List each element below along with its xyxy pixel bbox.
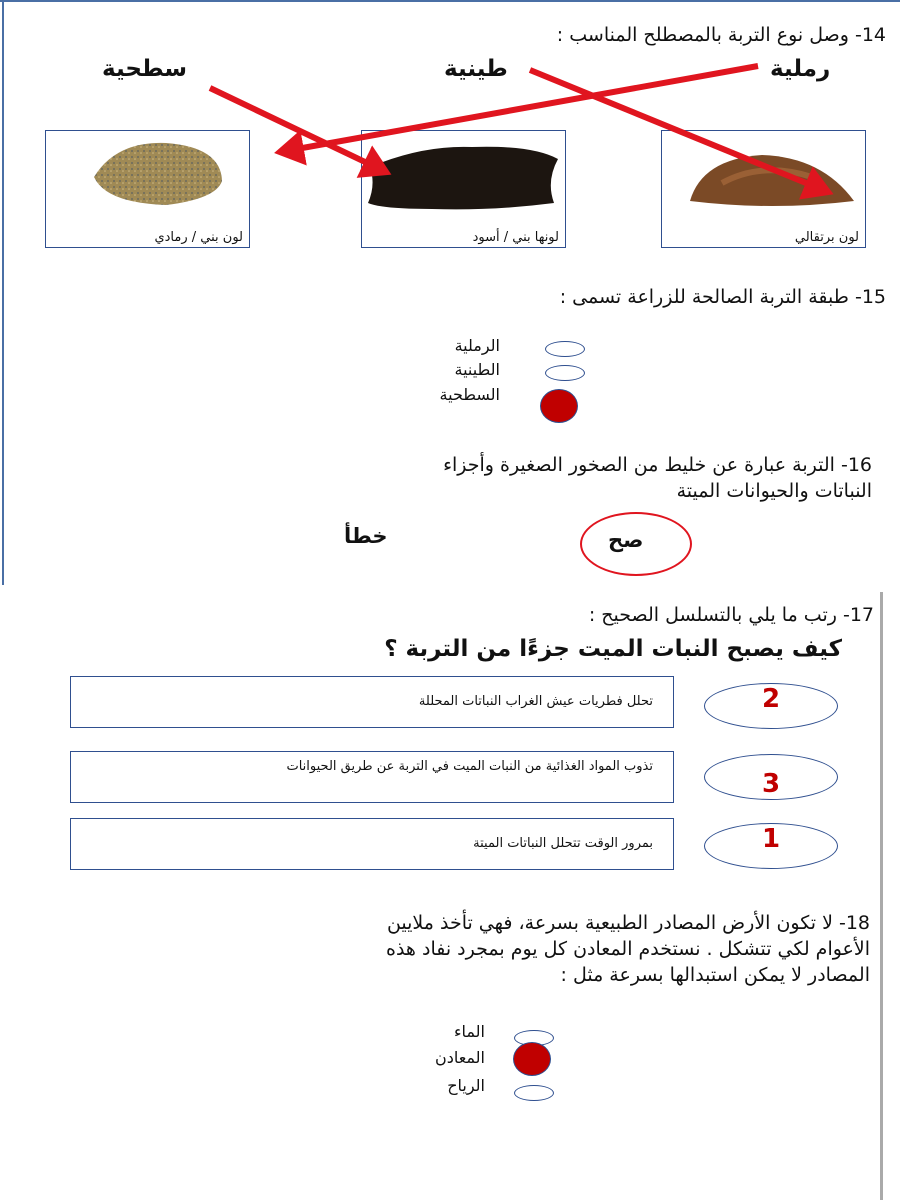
term-surface: سطحية: [102, 56, 187, 82]
term-clay: طينية: [444, 56, 508, 82]
arrow-sandy-to-grey: [280, 66, 758, 152]
right-border: [880, 592, 883, 1200]
q15-radio-surface-selected[interactable]: [540, 389, 578, 423]
q16-line2: النباتات والحيوانات الميتة: [676, 480, 872, 502]
q18-option-label: الرياح: [447, 1076, 485, 1095]
q18-line2: الأعوام لكي تتشكل . نستخدم المعادن كل يوم بمجرد نفاد هذه: [386, 938, 870, 960]
arrow-clay-to-orange: [530, 70, 828, 192]
matching-arrows: [0, 0, 900, 260]
q17-subtitle: كيف يصبح النبات الميت جزءًا من التربة ؟: [384, 636, 842, 662]
q15-option-label: السطحية: [439, 385, 500, 404]
true-option[interactable]: صح: [608, 528, 644, 552]
q16-line1: 16- التربة عبارة عن خليط من الصخور الصغيرة وأجزاء: [443, 454, 872, 476]
order-number: 3: [762, 769, 781, 799]
q18-radio-minerals-selected[interactable]: [513, 1042, 551, 1076]
q15-radio-clay[interactable]: [545, 365, 585, 381]
term-sandy: رملية: [770, 56, 831, 82]
card-caption: لون بني / رمادي: [154, 230, 243, 245]
q18-option-label: الماء: [454, 1022, 485, 1041]
order-number: 1: [762, 824, 781, 854]
q15-option-label: الرملية: [454, 336, 500, 355]
q18-option-label: المعادن: [434, 1048, 485, 1067]
q17-question: 17- رتب ما يلي بالتسلسل الصحيح :: [588, 604, 874, 626]
q18-line1: 18- لا تكون الأرض المصادر الطبيعية بسرعة، فهي تأخذ ملايين: [386, 912, 870, 934]
q15-option-label: الطينية: [454, 360, 500, 379]
card-caption: لونها بني / أسود: [472, 230, 559, 245]
step-box: تذوب المواد الغذائية من النبات الميت في التربة عن طريق الحيوانات: [70, 751, 674, 803]
false-option[interactable]: خطأ: [344, 524, 388, 548]
q15-radio-sandy[interactable]: [545, 341, 585, 357]
q14-question: 14- وصل نوع التربة بالمصطلح المناسب :: [556, 24, 886, 46]
order-number: 2: [762, 684, 781, 714]
step-box: تحلل فطريات عيش الغراب النباتات المحللة: [70, 676, 674, 728]
arrow-surface-to-black: [210, 88, 386, 172]
q18-radio-wind[interactable]: [514, 1085, 554, 1101]
q18-line3: المصادر لا يمكن استبدالها بسرعة مثل :: [560, 964, 870, 986]
step-box: بمرور الوقت تتحلل النباتات الميتة: [70, 818, 674, 870]
card-caption: لون برتقالي: [794, 230, 859, 245]
q15-question: 15- طبقة التربة الصالحة للزراعة تسمى :: [559, 286, 886, 308]
